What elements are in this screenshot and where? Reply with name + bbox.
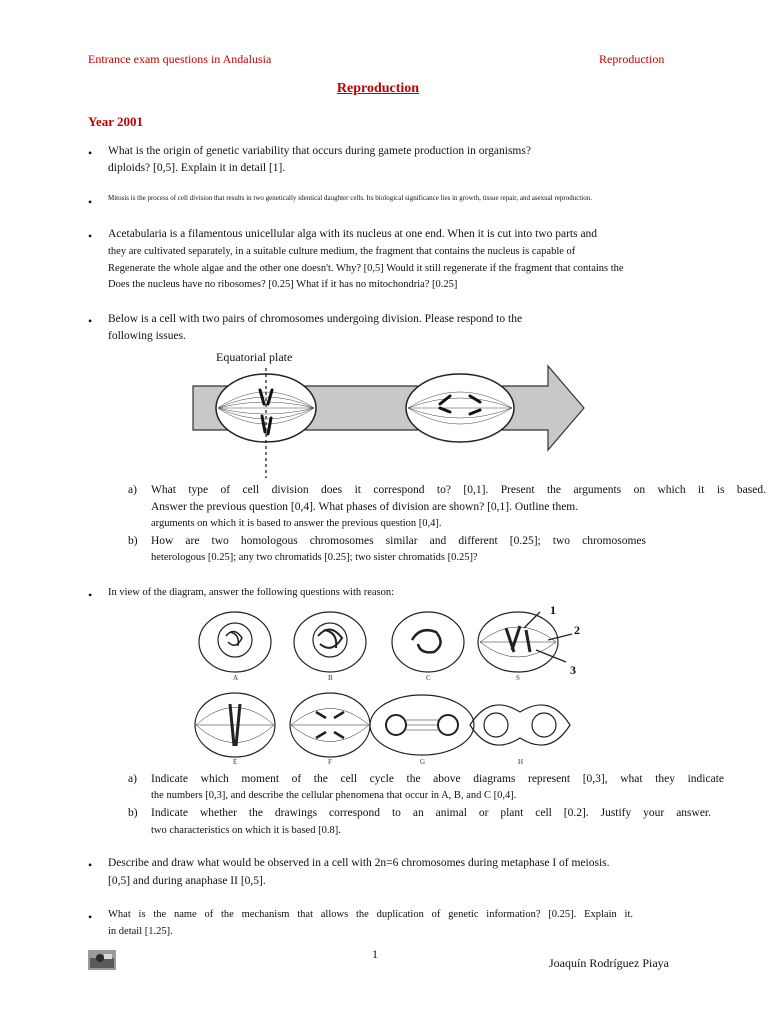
bullet-q4: • [88,314,93,328]
mitosis-stages-figure [190,600,590,768]
q7-line1: What is the name of the mechanism that allows the duplication of genetic information? [0.25]. Explain it. [108,909,633,920]
cell-label-g: G [420,758,426,766]
cell-a [199,612,271,672]
header-left: Entrance exam questions in Andalusia [88,52,272,66]
q1-line2: diploids? [0,5]. Explain it in detail [1]. [108,162,286,174]
bullet-q1: • [88,146,93,160]
q5-b-line2: two characteristics on which it is based [0.8]. [151,825,341,836]
q5-a-line2: the numbers [0,3], and describe the cellular phenomena that occur in A, B, and C [0,4]. [151,790,517,801]
year-heading: Year 2001 [88,114,144,129]
q3-line2: they are cultivated separately, in a suitable culture medium, the fragment that contains the nucleus is capable of [108,246,576,257]
q4-a-label: a) [128,484,137,496]
cell-label-c: C [426,674,431,682]
q4-b-line2: heterologous [0.25]; any two chromatids [0.25]; two sister chromatids [0.25]? [151,552,478,563]
footer-author: Joaquín Rodríguez Piaya [549,956,669,970]
bullet-q5: • [88,588,93,602]
q3-line4: Does the nucleus have no ribosomes? [0.25] What if it has no mitochondria? [0.25] [108,279,458,290]
cell-b [294,612,366,672]
author-photo-thumbnail [88,950,116,970]
page-title: Reproduction [336,81,420,96]
q4-line2: following issues. [108,330,186,342]
cell-label-s: S [516,674,520,682]
bullet-q3: • [88,229,93,243]
q4-a-line1: What type of cell division does it correspond to? [0,1]. Present the arguments on which it is based. [151,484,766,496]
bullet-q6: • [88,858,93,872]
q4-a-line3: arguments on which it is based to answer the previous question [0,4]. [151,518,442,529]
q4-a-line2: Answer the previous question [0,4]. What phases of division are shown? [0,1]. Outline them. [151,501,579,513]
callout-2: 2 [574,623,580,637]
callout-3: 3 [570,663,576,677]
q6-line2: [0,5] and during anaphase II [0,5]. [108,875,266,887]
q1-line1: What is the origin of genetic variability that occurs during gamete production in organisms? [108,145,531,157]
q7-line2: in detail [1.25]. [108,926,173,937]
q4-line1: Below is a cell with two pairs of chromosomes undergoing division. Please respond to the [108,313,523,325]
bullet-q2: • [88,195,93,209]
cell-division-figure [188,346,588,480]
q6-line1: Describe and draw what would be observed in a cell with 2n=6 chromosomes during metaphase I of meiosis. [108,857,610,869]
q5-b-line1: Indicate whether the drawings correspond to an animal or plant cell [0.2]. Justify your answer. [151,807,711,819]
cell-label-b: B [328,674,333,682]
q4-b-label: b) [128,535,138,547]
q3-line3: Regenerate the whole algae and the other one doesn't. Why? [0,5] Would it still regenerate if the fragment that contains the [108,263,624,274]
cell-label-e: E [233,758,238,766]
cell-c [392,612,464,672]
cell-label-a: A [233,674,239,682]
bullet-q7: • [88,910,93,924]
q5-a-label: a) [128,773,137,785]
page-number: 1 [372,947,378,961]
q5-b-label: b) [128,807,138,819]
cell-label-h: H [518,758,524,766]
q5-a-line1: Indicate which moment of the cell cycle the above diagrams represent [0,3], what they indicate [151,773,724,785]
q2-text: Mitosis is the process of cell division that results in two genetically identical daughter cells. Its biological significance lies in growth, tissue repair, and asexual reproduction. [108,194,592,202]
q3-line1: Acetabularia is a filamentous unicellular alga with its nucleus at one end. When it is cut into two parts and [108,228,598,240]
figure-label-equatorial-plate: Equatorial plate [216,350,293,364]
q4-b-line1: How are two homologous chromosomes similar and different [0.25]; two chromosomes [151,535,646,547]
cell-h [470,705,570,745]
header-right: Reproduction [599,52,665,66]
cell-label-f: F [328,758,332,766]
callout-1: 1 [550,603,556,617]
q5-line1: In view of the diagram, answer the following questions with reason: [108,587,395,598]
